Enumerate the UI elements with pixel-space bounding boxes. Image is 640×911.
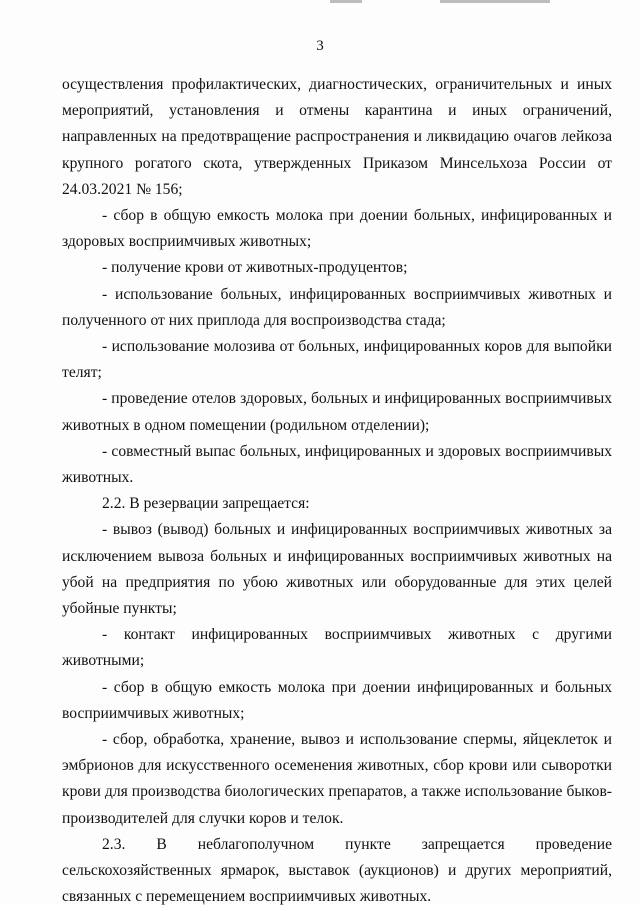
scan-artifact	[330, 0, 362, 3]
list-item: - совместный выпас больных, инфицированных и здоровых восприимчивых животных.	[62, 442, 612, 487]
section-paragraph: 2.3. В неблагополучном пункте запрещается проведение сельскохозяйственных ярмарок, выставок (аукционов) и других мероприятий, связанных с перемещением восприимчивых животных.	[62, 835, 612, 906]
section-heading: 2.2. В резервации запрещается:	[102, 495, 310, 513]
list-item: - вывоз (вывод) больных и инфицированных восприимчивых животных за исключением вывоза больных и инфицированных восприимчивых животных на убой на предприятия по убою животных или оборудованные для этих целей убойные пункты;	[62, 521, 612, 618]
document-body	[62, 72, 612, 911]
list-item: - сбор, обработка, хранение, вывоз и использование спермы, яйцеклеток и эмбрионов для искусственного осеменения животных, сбор крови или сыворотки крови для производства биологических препаратов, а также использование быков-производителей для случки коров и телок.	[62, 731, 612, 827]
list-item: - получение крови от животных-продуцентов;	[102, 259, 408, 277]
list-item: - контакт инфицированных восприимчивых животных с другими животными;	[62, 626, 612, 670]
list-item: - сбор в общую емкость молока при доении больных, инфицированных и здоровых восприимчивых животных;	[62, 207, 612, 251]
list-item: - использование молозива от больных, инфицированных коров для выпойки телят;	[62, 338, 612, 382]
list-item: - использование больных, инфицированных восприимчивых животных и полученного от них приплода для воспроизводства стада;	[62, 285, 612, 329]
list-item: - проведение отелов здоровых, больных и инфицированных восприимчивых животных в одном помещении (родильном отделении);	[62, 390, 612, 434]
page-number: 3	[316, 38, 324, 54]
scan-artifact	[440, 0, 550, 3]
list-item: - сбор в общую емкость молока при доении инфицированных и больных восприимчивых животных;	[62, 678, 612, 722]
paragraph-continuation: осуществления профилактических, диагностических, ограничительных и иных мероприятий, установления и отмены карантина и иных ограничений, направленных на предотвращение распространения и ликвидацию очагов лейкоза крупного рогатого скота, утвержденных Приказом Минсельхоза России от 24.03.2021 № 156;	[62, 76, 612, 198]
